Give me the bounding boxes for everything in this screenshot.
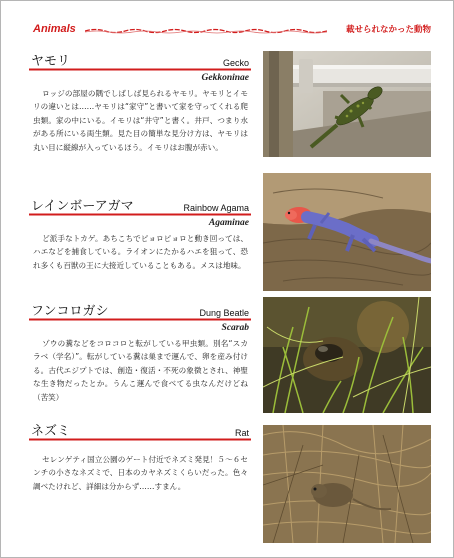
gecko-photo	[263, 51, 431, 157]
agama-photo	[263, 173, 431, 291]
red-rule	[29, 318, 251, 321]
entry-body: ど派手なトカゲ。あちこちでピョロピョロと動き回っては、ハエなどを捕食している。ライオンにたかるハエを狙って、恐れ多くも百獣の王に大接近していることもある。メスは地味。	[33, 234, 248, 270]
entry-body: ロッジの部屋の隅でしばしば見られるヤモリ。ヤモリとイモリの違いとは……ヤモリは“家守”と書いて家を守ってくれる爬虫類。家の中にいる。イモリは“井守”と書く。井戸、つまり水がある所にいる両生類。見た目の簡単な見分け方は、ヤモリは丸い目に縦線が入っているほう。イモリはお腹が赤い。	[33, 89, 248, 152]
entry-dung-beetle	[29, 301, 251, 404]
entry-body: セレンゲティ国立公園のゲート付近でネズミ発見！５～６センチの小さなネズミで、日本のカヤネズミくらいだった。色々調べたけれど、詳細は分からず……すまん。	[33, 455, 248, 491]
rat-photo	[263, 425, 431, 543]
entry-title-en: Rainbow Agama	[183, 203, 249, 213]
section-label: Animals	[33, 23, 76, 35]
entry-title-row	[29, 421, 251, 441]
red-rule	[29, 438, 251, 441]
entry-body: ゾウの糞などをコロコロと転がしている甲虫類。別名“スカラベ（学名）”。転がしている糞は巣まで運んで、卵を産み付ける。古代エジプトでは、創造・復活・不死の象徴とされ、神聖な生き物だったとか。うんこ運んで食べてる虫なんだけどね（苦笑）	[33, 339, 248, 402]
entry-title-ja: ヤモリ	[31, 54, 71, 69]
entry-gecko	[29, 51, 251, 154]
red-rule	[29, 213, 251, 216]
entry-latin-name	[29, 443, 251, 453]
dung-beetle-photo	[263, 297, 431, 413]
entry-title-row	[29, 196, 251, 216]
entry-latin-name: Agaminae	[208, 218, 249, 228]
entry-rainbow-agama	[29, 196, 251, 272]
entry-latin-name: Scarab	[221, 323, 249, 333]
entry-title-en: Dung Beatle	[199, 308, 249, 318]
entry-title-row	[29, 301, 251, 321]
feature-title: 載せられなかった動物	[345, 25, 431, 35]
entry-title-row	[29, 51, 251, 71]
entry-latin-name: Gekkoninae	[201, 73, 249, 83]
entry-title-en: Rat	[234, 428, 249, 438]
entry-title-ja: ネズミ	[31, 424, 71, 439]
red-rule	[29, 68, 251, 71]
header-decorative-rule	[85, 28, 327, 34]
entry-title-en: Gecko	[222, 58, 249, 68]
entry-rat	[29, 421, 251, 493]
page-header	[1, 1, 453, 37]
entry-title-ja: レインボーアガマ	[31, 199, 134, 214]
entry-title-ja: フンコロガシ	[31, 304, 109, 319]
